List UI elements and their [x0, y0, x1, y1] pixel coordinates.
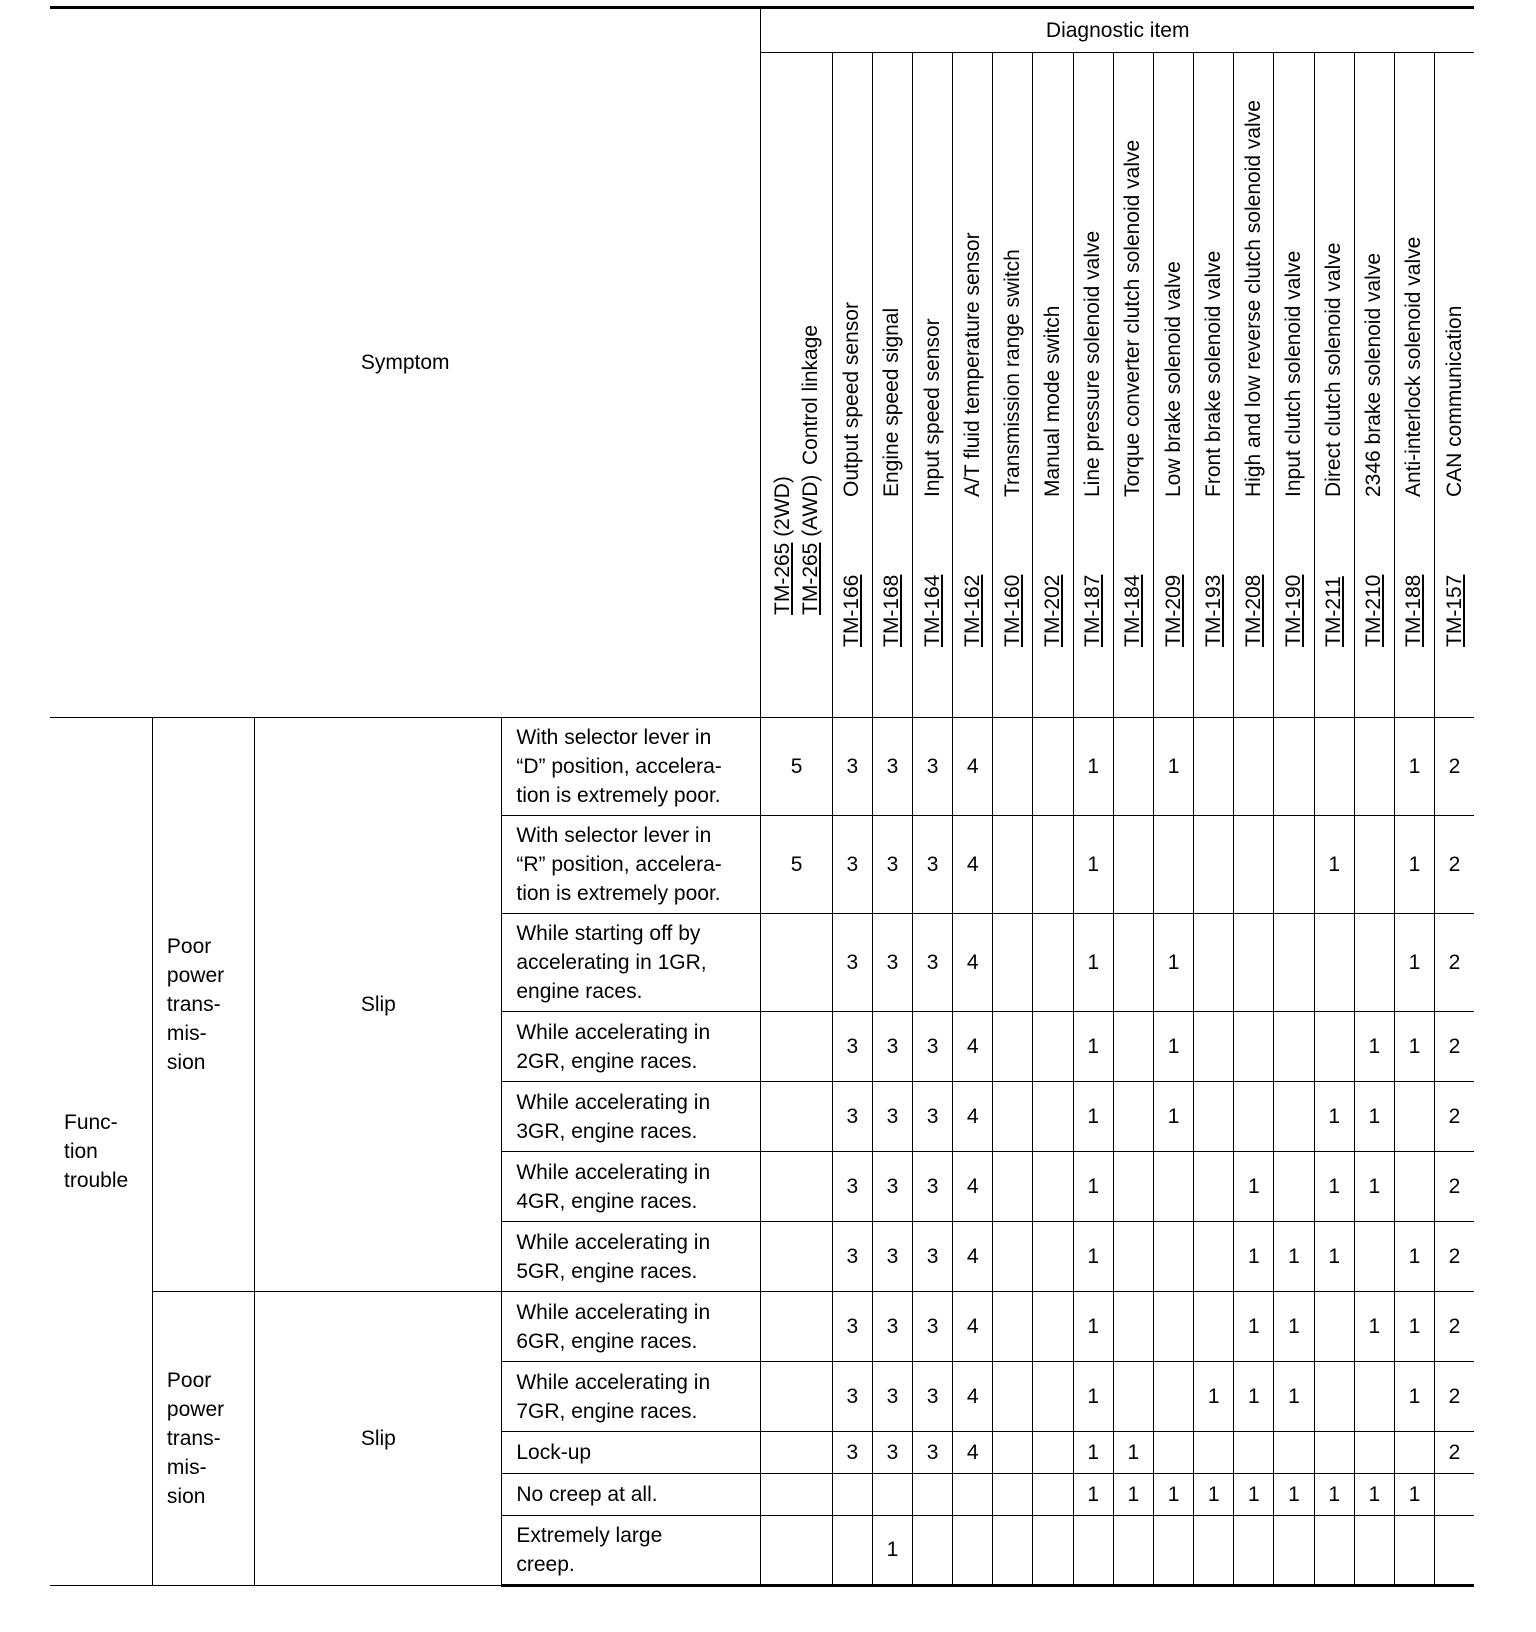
diagnostic-value: 1	[1073, 1362, 1113, 1432]
diagnostic-value: 2	[1435, 1012, 1474, 1082]
column-reference-link[interactable]: TM-162	[960, 574, 984, 647]
diagnostic-value: 4	[953, 718, 993, 816]
diagnostic-value: 1	[1194, 1362, 1234, 1432]
table-row	[50, 1292, 1474, 1362]
diagnostic-value	[1153, 1292, 1193, 1362]
diagnostic-value	[953, 1474, 993, 1516]
diagnostic-value	[1033, 1432, 1073, 1474]
diagnostic-value: 3	[872, 718, 912, 816]
column-header	[993, 53, 1033, 718]
column-header	[1314, 53, 1354, 718]
diagnostic-value	[1194, 1012, 1234, 1082]
diagnostic-value: 3	[832, 914, 872, 1012]
diagnostic-value	[1113, 816, 1153, 914]
diagnostic-value	[1113, 718, 1153, 816]
column-name: Anti-interlock solenoid valve	[1402, 236, 1426, 497]
symptom-description: While accelerating in 5GR, engine races.	[502, 1222, 761, 1292]
diagnostic-value	[1314, 1362, 1354, 1432]
diagnostic-value: 4	[953, 914, 993, 1012]
diagnostic-value	[993, 914, 1033, 1012]
diagnostic-value	[1314, 1516, 1354, 1586]
diagnostic-value: 4	[953, 1012, 993, 1082]
diagnostic-value: 3	[913, 1152, 953, 1222]
column-reference-link[interactable]: TM-193	[1201, 574, 1225, 647]
column-reference-link[interactable]: TM-157	[1442, 574, 1466, 647]
column-name: Control linkage	[798, 324, 822, 465]
diagnostic-value: 3	[913, 718, 953, 816]
symptom-description: While accelerating in 7GR, engine races.	[502, 1362, 761, 1432]
diagnostic-value: 4	[953, 1222, 993, 1292]
diagnostic-value: 1	[1394, 914, 1434, 1012]
column-name: Front brake solenoid valve	[1201, 250, 1225, 497]
diagnostic-value	[993, 1292, 1033, 1362]
diagnostic-value	[761, 1362, 832, 1432]
column-header	[1274, 53, 1314, 718]
column-name: Torque converter clutch solenoid valve	[1121, 139, 1145, 497]
diagnostic-value: 2	[1435, 1082, 1474, 1152]
diagnostic-value: 1	[1274, 1362, 1314, 1432]
diagnostic-value	[761, 1152, 832, 1222]
diagnostic-value	[1194, 1082, 1234, 1152]
symptom-description: While starting off by accelerating in 1GR, engine races.	[502, 914, 761, 1012]
diagnostic-value	[1354, 1516, 1394, 1586]
diagnostic-value	[761, 1082, 832, 1152]
diagnostic-value	[1194, 1292, 1234, 1362]
diagnostic-value: 4	[953, 1082, 993, 1152]
diagnostic-value	[1274, 1012, 1314, 1082]
diagnostic-value	[1113, 1082, 1153, 1152]
diagnostic-value: 1	[872, 1516, 912, 1586]
column-reference-link[interactable]: TM-168	[880, 574, 904, 647]
symptom-type: Slip	[255, 718, 502, 1292]
diagnostic-value: 4	[953, 1292, 993, 1362]
column-name: Manual mode switch	[1041, 305, 1065, 497]
diagnostic-value	[1113, 1362, 1153, 1432]
column-name: Line pressure solenoid valve	[1081, 230, 1105, 497]
column-header	[1113, 53, 1153, 718]
diagnostic-value	[953, 1516, 993, 1586]
diagnostic-value: 1	[1354, 1082, 1394, 1152]
diagnostic-value: 1	[1394, 1012, 1434, 1082]
diagnostic-value: 1	[1354, 1474, 1394, 1516]
diagnostic-value	[1314, 718, 1354, 816]
symptom-description: Extremely large creep.	[502, 1516, 761, 1586]
diagnostic-value: 2	[1435, 816, 1474, 914]
column-header	[1153, 53, 1193, 718]
diagnostic-value: 3	[872, 1222, 912, 1292]
reference-link[interactable]: TM-265	[770, 542, 794, 615]
diagnostic-value	[761, 1222, 832, 1292]
diagnostic-value	[1033, 1292, 1073, 1362]
diagnostic-value: 1	[1354, 1292, 1394, 1362]
diagnostic-value: 3	[832, 1152, 872, 1222]
column-reference-link[interactable]: TM-210	[1362, 574, 1386, 647]
symptom-description: While accelerating in 4GR, engine races.	[502, 1152, 761, 1222]
column-name: Input speed sensor	[920, 318, 944, 497]
column-reference-link[interactable]: TM-190	[1282, 574, 1305, 647]
diagnostic-value: 3	[832, 1292, 872, 1362]
column-name: Input clutch solenoid valve	[1282, 250, 1305, 497]
diagnostic-value: 2	[1435, 1292, 1474, 1362]
diagnostic-value: 3	[913, 1012, 953, 1082]
diagnostic-value: 3	[832, 816, 872, 914]
diagnostic-value	[1314, 1012, 1354, 1082]
diagnostic-value	[1234, 718, 1274, 816]
diagnostic-value	[1113, 1222, 1153, 1292]
diagnostic-value: 1	[1073, 1012, 1113, 1082]
diagnostic-value	[761, 1432, 832, 1474]
diagnostic-value: 1	[1234, 1152, 1274, 1222]
diagnostic-value	[1153, 1152, 1193, 1222]
symptom-subcategory: Poor power trans- mis- sion	[152, 1292, 254, 1586]
diagnostic-value: 3	[913, 914, 953, 1012]
diagnostic-value	[993, 1362, 1033, 1432]
diagnostic-value: 1	[1394, 1362, 1434, 1432]
diagnostic-value	[1314, 1292, 1354, 1362]
diagnostic-value: 1	[1073, 1152, 1113, 1222]
diagnostic-value: 3	[872, 1362, 912, 1432]
diagnostic-value	[993, 1152, 1033, 1222]
diagnostic-value	[1113, 1516, 1153, 1586]
diagnostic-value	[1234, 1516, 1274, 1586]
diagnostic-value: 5	[761, 816, 832, 914]
diagnostic-value	[1194, 914, 1234, 1012]
diagnostic-value	[761, 1292, 832, 1362]
diagnostic-value	[1435, 1516, 1474, 1586]
diagnostic-value: 3	[913, 1362, 953, 1432]
column-reference-link[interactable]: TM-187	[1081, 574, 1105, 647]
diagnostic-value	[1113, 1152, 1153, 1222]
diagnostic-value: 4	[953, 816, 993, 914]
column-reference-link[interactable]: TM-160	[1000, 574, 1024, 647]
diagnostic-value	[1354, 914, 1394, 1012]
diagnostic-value: 3	[832, 1222, 872, 1292]
diagnosis-table	[50, 6, 1474, 1587]
diagnostic-value	[1153, 1516, 1193, 1586]
column-header	[832, 53, 872, 718]
diagnostic-value: 2	[1435, 1432, 1474, 1474]
column-header	[1394, 53, 1434, 718]
diagnostic-value	[1033, 1474, 1073, 1516]
symptom-category: Func- tion trouble	[50, 718, 152, 1586]
symptom-description: Lock-up	[502, 1432, 761, 1474]
column-name: Output speed sensor	[840, 302, 864, 497]
diagnostic-value	[1234, 1432, 1274, 1474]
diagnostic-value	[1394, 1432, 1434, 1474]
diagnostic-value: 1	[1274, 1222, 1314, 1292]
diagnostic-value	[1113, 1012, 1153, 1082]
diagnostic-value	[1435, 1474, 1474, 1516]
diagnostic-value: 3	[872, 1082, 912, 1152]
column-name: Engine speed signal	[880, 307, 904, 497]
symptom-description: With selector lever in “R” position, accelera- tion is extremely poor.	[502, 816, 761, 914]
diagnostic-value: 2	[1435, 1222, 1474, 1292]
column-name: High and low reverse clutch solenoid valve	[1241, 100, 1265, 497]
column-reference-link[interactable]: TM-211	[1322, 576, 1346, 647]
diagnostic-value	[761, 1516, 832, 1586]
column-header	[1234, 53, 1274, 718]
diagnostic-value: 1	[1153, 1012, 1193, 1082]
diagnostic-value	[993, 1222, 1033, 1292]
diagnostic-value: 4	[953, 1432, 993, 1474]
diagnostic-value	[832, 1516, 872, 1586]
diagnostic-value	[1314, 914, 1354, 1012]
diagnostic-value	[993, 1516, 1033, 1586]
diagnostic-value	[1234, 1012, 1274, 1082]
diagnostic-value: 1	[1073, 1474, 1113, 1516]
diagnostic-value: 3	[832, 718, 872, 816]
diagnostic-value	[1274, 1432, 1314, 1474]
diagnostic-value: 3	[913, 1432, 953, 1474]
diagnostic-value: 1	[1153, 914, 1193, 1012]
column-header	[1435, 53, 1474, 718]
table-row	[50, 718, 1474, 816]
diagnostic-value	[1274, 1082, 1314, 1152]
diagnostic-value	[1274, 718, 1314, 816]
diagnostic-value	[832, 1474, 872, 1516]
column-reference-link[interactable]: TM-164	[920, 574, 944, 647]
column-reference-link[interactable]: TM-184	[1121, 574, 1145, 647]
symptom-description: With selector lever in “D” position, accelera- tion is extremely poor.	[502, 718, 761, 816]
diagnostic-value: 3	[872, 1152, 912, 1222]
column-name: Low brake solenoid valve	[1161, 261, 1185, 497]
diagnostic-value: 2	[1435, 1152, 1474, 1222]
diagnostic-value	[993, 1474, 1033, 1516]
diagnostic-value: 1	[1073, 718, 1113, 816]
column-header	[1073, 53, 1113, 718]
diagnostic-value: 1	[1314, 816, 1354, 914]
diagnostic-value	[761, 1012, 832, 1082]
diagnostic-value	[872, 1474, 912, 1516]
column-name: Direct clutch solenoid valve	[1322, 242, 1346, 497]
diagnostic-value	[1354, 718, 1394, 816]
diagnostic-value	[1073, 1516, 1113, 1586]
diagnostic-value	[1234, 816, 1274, 914]
column-reference-link[interactable]: TM-202	[1041, 574, 1065, 647]
column-name: CAN communication	[1442, 305, 1466, 497]
column-name: 2346 brake solenoid valve	[1362, 252, 1386, 497]
diagnostic-value: 2	[1435, 1362, 1474, 1432]
diagnostic-value: 1	[1153, 718, 1193, 816]
diagnostic-value	[1194, 1432, 1234, 1474]
diagnostic-value	[1194, 1152, 1234, 1222]
diagnostic-value	[1394, 1082, 1434, 1152]
diagnostic-value	[1033, 1362, 1073, 1432]
diagnostic-value	[1234, 1082, 1274, 1152]
diagnostic-value: 1	[1234, 1222, 1274, 1292]
diagnostic-value: 3	[872, 816, 912, 914]
diagnostic-value	[1354, 1432, 1394, 1474]
column-header	[953, 53, 993, 718]
diagnostic-value	[1354, 816, 1394, 914]
diagnostic-value	[1033, 1222, 1073, 1292]
symptom-subcategory: Poor power trans- mis- sion	[152, 718, 254, 1292]
diagnostic-value	[1113, 914, 1153, 1012]
diagnostic-value	[1234, 914, 1274, 1012]
diagnostic-value: 1	[1234, 1474, 1274, 1516]
diagnostic-value: 1	[1394, 1222, 1434, 1292]
column-header	[1194, 53, 1234, 718]
diagnostic-value	[993, 1012, 1033, 1082]
diagnostic-value	[1354, 1222, 1394, 1292]
diagnostic-value: 4	[953, 1362, 993, 1432]
column-header	[1354, 53, 1394, 718]
diagnostic-value	[1153, 1222, 1193, 1292]
diagnostic-value: 1	[1153, 1082, 1193, 1152]
diagnostic-value	[1274, 1516, 1314, 1586]
diagnostic-value	[1274, 1152, 1314, 1222]
diagnostic-value: 3	[872, 1292, 912, 1362]
diagnostic-value	[761, 914, 832, 1012]
diagnostic-value: 1	[1394, 718, 1434, 816]
diagnostic-value	[1033, 1012, 1073, 1082]
diagnostic-value: 1	[1314, 1474, 1354, 1516]
diagnostic-value	[993, 1082, 1033, 1152]
diagnostic-value: 3	[913, 1292, 953, 1362]
diagnostic-value: 1	[1113, 1474, 1153, 1516]
symptom-header: Symptom	[50, 8, 761, 718]
diagnostic-value: 2	[1435, 718, 1474, 816]
diagnostic-value: 3	[913, 1222, 953, 1292]
reference-link[interactable]: TM-265	[798, 542, 822, 615]
diagnostic-value: 1	[1153, 1474, 1193, 1516]
column-name: Transmission range switch	[1000, 249, 1024, 497]
diagnostic-value: 1	[1073, 1082, 1113, 1152]
column-name: A/T fluid temperature sensor	[960, 232, 984, 497]
diagnostic-value	[1274, 914, 1314, 1012]
diagnostic-value	[993, 1432, 1033, 1474]
diagnostic-value: 1	[1354, 1152, 1394, 1222]
diagnostic-value: 1	[1234, 1292, 1274, 1362]
diagnostic-value: 1	[1274, 1474, 1314, 1516]
diagnostic-value	[1153, 1432, 1193, 1474]
column-reference[interactable]	[769, 465, 825, 615]
diagnostic-value: 5	[761, 718, 832, 816]
diagnostic-value	[1394, 1516, 1434, 1586]
diagnostic-value: 1	[1394, 1292, 1434, 1362]
diagnostic-value: 1	[1314, 1152, 1354, 1222]
diagnostic-value: 1	[1194, 1474, 1234, 1516]
column-reference-link[interactable]: TM-188	[1402, 574, 1426, 647]
diagnostic-value: 1	[1274, 1292, 1314, 1362]
diagnostic-value	[993, 718, 1033, 816]
symptom-description: While accelerating in 2GR, engine races.	[502, 1012, 761, 1082]
diagnostic-value: 1	[1073, 1222, 1113, 1292]
diagnostic-value	[1153, 1362, 1193, 1432]
column-reference-link[interactable]: TM-166	[840, 574, 864, 647]
diagnostic-value: 3	[913, 1082, 953, 1152]
diagnostic-value	[1314, 1432, 1354, 1474]
diagnostic-value	[913, 1516, 953, 1586]
diagnostic-value	[1113, 1292, 1153, 1362]
column-reference-link[interactable]: TM-208	[1241, 574, 1265, 647]
diagnostic-value: 3	[872, 914, 912, 1012]
diagnostic-value: 1	[1073, 816, 1113, 914]
diagnostic-value	[1194, 1516, 1234, 1586]
diagnostic-value: 1	[1354, 1012, 1394, 1082]
diagnostic-value: 3	[832, 1432, 872, 1474]
column-header	[872, 53, 912, 718]
diagnostic-value	[1153, 816, 1193, 914]
diagnostic-value: 1	[1113, 1432, 1153, 1474]
diagnostic-value	[1033, 1082, 1073, 1152]
diagnostic-value: 1	[1073, 1292, 1113, 1362]
diagnostic-value	[1194, 718, 1234, 816]
diagnostic-value	[1033, 816, 1073, 914]
column-header	[913, 53, 953, 718]
symptom-description: While accelerating in 3GR, engine races.	[502, 1082, 761, 1152]
diagnostic-item-header: Diagnostic item	[761, 8, 1474, 53]
diagnostic-value	[1194, 1222, 1234, 1292]
diagnostic-value: 3	[872, 1432, 912, 1474]
diagnostic-value	[1033, 1152, 1073, 1222]
diagnostic-value: 1	[1314, 1082, 1354, 1152]
diagnostic-value	[1033, 718, 1073, 816]
diagnostic-value	[1033, 1516, 1073, 1586]
symptom-description: No creep at all.	[502, 1474, 761, 1516]
column-header	[761, 53, 832, 718]
diagnostic-value: 3	[832, 1082, 872, 1152]
diagnostic-value: 2	[1435, 914, 1474, 1012]
diagnostic-value	[993, 816, 1033, 914]
diagnostic-value: 1	[1314, 1222, 1354, 1292]
symptom-description: While accelerating in 6GR, engine races.	[502, 1292, 761, 1362]
column-header	[1033, 53, 1073, 718]
diagnostic-value: 3	[832, 1012, 872, 1082]
diagnostic-value	[913, 1474, 953, 1516]
diagnostic-value: 1	[1073, 914, 1113, 1012]
diagnostic-value: 1	[1394, 1474, 1434, 1516]
diagnostic-value: 1	[1234, 1362, 1274, 1432]
diagnostic-value: 4	[953, 1152, 993, 1222]
diagnostic-value	[1194, 816, 1234, 914]
diagnostic-value	[1354, 1362, 1394, 1432]
diagnostic-value: 3	[913, 816, 953, 914]
diagnostic-value: 3	[872, 1012, 912, 1082]
reference-suffix: (AWD)	[798, 474, 822, 543]
diagnostic-value	[1033, 914, 1073, 1012]
diagnostic-value	[761, 1474, 832, 1516]
diagnostic-value: 3	[832, 1362, 872, 1432]
reference-suffix: (2WD)	[770, 476, 794, 543]
diagnostic-value: 1	[1394, 816, 1434, 914]
diagnostic-value: 1	[1073, 1432, 1113, 1474]
column-reference-link[interactable]: TM-209	[1161, 574, 1185, 647]
symptom-type: Slip	[255, 1292, 502, 1586]
diagnostic-value	[1274, 816, 1314, 914]
diagnostic-value	[1394, 1152, 1434, 1222]
